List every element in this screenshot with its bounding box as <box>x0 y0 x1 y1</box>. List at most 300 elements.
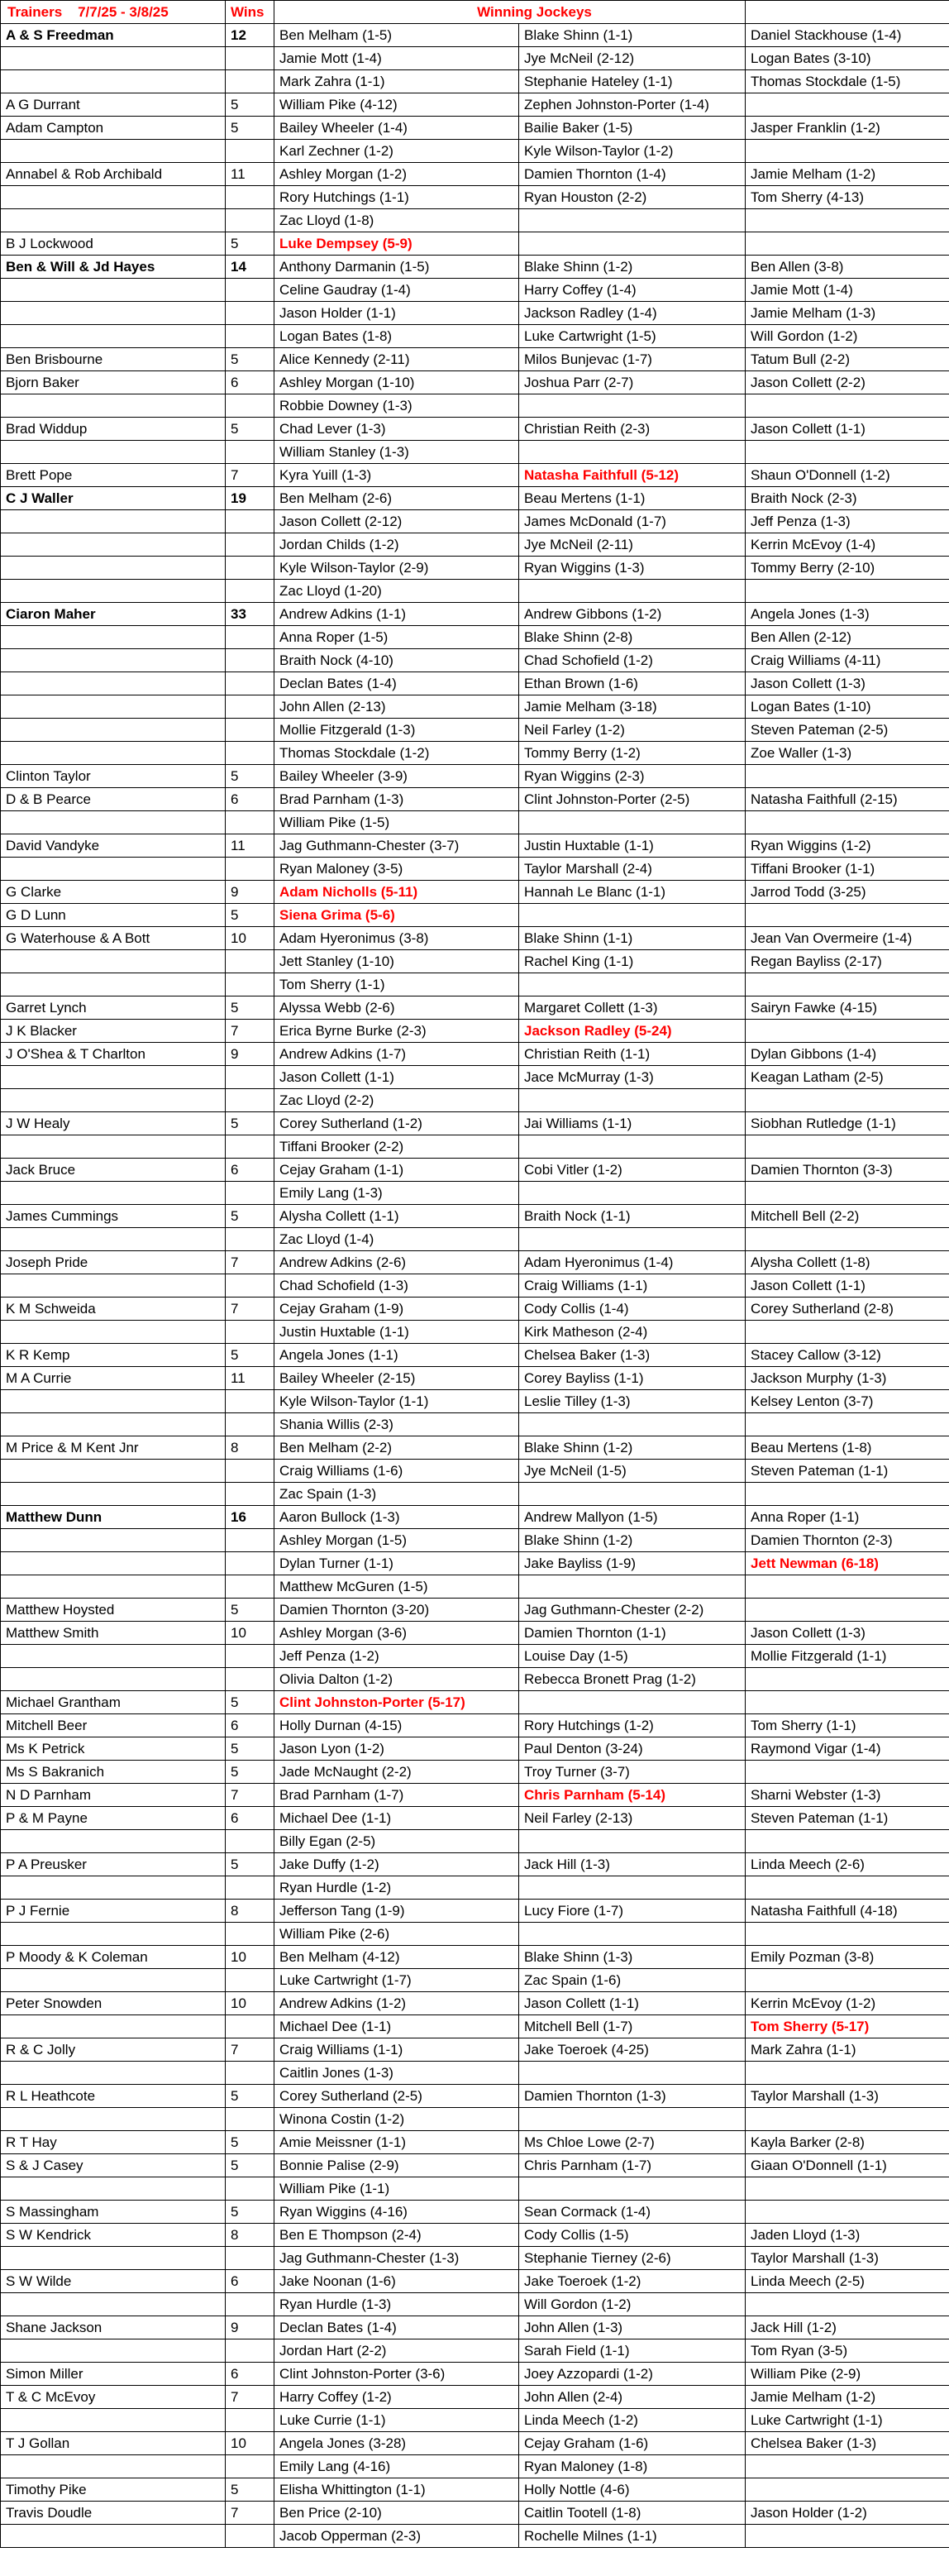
wins-cell <box>226 1228 274 1251</box>
table-row <box>1 2201 949 2224</box>
jockey-cell <box>746 2293 949 2316</box>
wins-cell <box>226 672 274 695</box>
jockey-cell: Troy Turner (3-7) <box>519 1761 746 1784</box>
jockey-cell: Kyle Wilson-Taylor (2-9) <box>274 557 519 580</box>
jockey-cell <box>746 1923 949 1946</box>
table-row <box>1 1298 949 1321</box>
table-row <box>1 1413 949 1436</box>
trainer-cell: D & B Pearce <box>1 788 226 811</box>
wins-cell: 6 <box>226 1159 274 1182</box>
wins-cell: 11 <box>226 1367 274 1390</box>
jockey-cell: Hannah Le Blanc (1-1) <box>519 881 746 904</box>
jockey-cell: Ben Melham (2-6) <box>274 487 519 510</box>
jockey-cell: Kerrin McEvoy (1-4) <box>746 533 949 557</box>
jockey-cell: Alyssa Webb (2-6) <box>274 996 519 1020</box>
jockey-cell: Jackson Radley (1-4) <box>519 302 746 325</box>
wins-cell <box>226 2293 274 2316</box>
jockey-cell: Mark Zahra (1-1) <box>274 70 519 93</box>
wins-cell <box>226 1668 274 1691</box>
trainer-cell <box>1 186 226 209</box>
jockey-cell <box>519 1691 746 1714</box>
trainer-cell <box>1 2455 226 2478</box>
trainer-cell <box>1 1413 226 1436</box>
jockey-cell: Jye McNeil (2-11) <box>519 533 746 557</box>
trainer-cell: Garret Lynch <box>1 996 226 1020</box>
jockey-cell: Steven Pateman (1-1) <box>746 1807 949 1830</box>
jockey-cell <box>746 2062 949 2085</box>
trainer-cell: Shane Jackson <box>1 2316 226 2339</box>
trainer-cell: David Vandyke <box>1 834 226 858</box>
table-row <box>1 2316 949 2339</box>
trainer-cell: Brad Widdup <box>1 418 226 441</box>
wins-cell: 6 <box>226 788 274 811</box>
header-row <box>1 1 949 24</box>
jockey-cell: Jake Toeroek (1-2) <box>519 2270 746 2293</box>
jockey-cell: Tom Sherry (1-1) <box>274 973 519 996</box>
table-row <box>1 1135 949 1159</box>
wins-cell <box>226 1529 274 1552</box>
table-row <box>1 2154 949 2177</box>
jockey-cell: Shania Willis (2-3) <box>274 1413 519 1436</box>
table-row <box>1 649 949 672</box>
jockey-cell: Bailey Wheeler (3-9) <box>274 765 519 788</box>
jockey-cell <box>746 2177 949 2201</box>
jockey-cell <box>519 2108 746 2131</box>
jockey-cell: Zoe Waller (1-3) <box>746 742 949 765</box>
jockey-cell: Jason Collett (2-2) <box>746 371 949 394</box>
jockey-cell: Emily Pozman (3-8) <box>746 1946 949 1969</box>
jockey-cell: Jason Collett (2-12) <box>274 510 519 533</box>
trainer-cell <box>1 1390 226 1413</box>
table-row <box>1 1992 949 2015</box>
jockey-cell: Milos Bunjevac (1-7) <box>519 348 746 371</box>
trainer-cell: Timothy Pike <box>1 2478 226 2502</box>
trainer-cell <box>1 580 226 603</box>
trainer-cell: Peter Snowden <box>1 1992 226 2015</box>
table-row <box>1 47 949 70</box>
wins-cell <box>226 2339 274 2363</box>
jockey-cell: Mollie Fitzgerald (1-1) <box>746 1645 949 1668</box>
jockey-cell: William Pike (1-1) <box>274 2177 519 2201</box>
trainer-cell <box>1 302 226 325</box>
jockey-cell: Emily Lang (4-16) <box>274 2455 519 2478</box>
jockey-cell: Christian Reith (2-3) <box>519 418 746 441</box>
wins-cell <box>226 1321 274 1344</box>
trainer-cell: R T Hay <box>1 2131 226 2154</box>
jockey-cell: Jason Collett (1-3) <box>746 1622 949 1645</box>
trainer-cell <box>1 209 226 232</box>
trainer-cell: Ben & Will & Jd Hayes <box>1 256 226 279</box>
jockey-cell: Matthew McGuren (1-5) <box>274 1575 519 1599</box>
jockey-cell: Regan Bayliss (2-17) <box>746 950 949 973</box>
wins-cell: 10 <box>226 1946 274 1969</box>
trainer-cell <box>1 1228 226 1251</box>
jockey-cell: Rachel King (1-1) <box>519 950 746 973</box>
jockey-cell: Damien Thornton (1-4) <box>519 163 746 186</box>
table-row <box>1 834 949 858</box>
jockey-cell: Linda Meech (1-2) <box>519 2409 746 2432</box>
jockey-cell <box>519 811 746 834</box>
jockey-cell: Amie Meissner (1-1) <box>274 2131 519 2154</box>
trainer-cell: S Massingham <box>1 2201 226 2224</box>
jockey-cell: Justin Huxtable (1-1) <box>519 834 746 858</box>
jockey-cell: Chelsea Baker (1-3) <box>519 1344 746 1367</box>
table-row <box>1 1969 949 1992</box>
jockey-cell: Chelsea Baker (1-3) <box>746 2432 949 2455</box>
trainer-cell <box>1 973 226 996</box>
jockey-cell: Jake Toeroek (4-25) <box>519 2038 746 2062</box>
jockey-cell <box>746 1761 949 1784</box>
jockey-cell: Blake Shinn (1-3) <box>519 1946 746 1969</box>
wins-cell: 5 <box>226 348 274 371</box>
jockey-cell: Daniel Stackhouse (1-4) <box>746 24 949 47</box>
table-row <box>1 626 949 649</box>
jockey-cell: Olivia Dalton (1-2) <box>274 1668 519 1691</box>
trainers-label: Trainers <box>7 4 63 20</box>
wins-cell: 9 <box>226 2316 274 2339</box>
jockey-cell: Ben E Thompson (2-4) <box>274 2224 519 2247</box>
wins-cell <box>226 2015 274 2038</box>
table-row <box>1 580 949 603</box>
table-row <box>1 1946 949 1969</box>
trainer-cell: S W Kendrick <box>1 2224 226 2247</box>
jockey-cell: Jordan Hart (2-2) <box>274 2339 519 2363</box>
jockey-cell: Tatum Bull (2-2) <box>746 348 949 371</box>
trainer-cell <box>1 1529 226 1552</box>
table-row <box>1 418 949 441</box>
jockey-cell <box>746 580 949 603</box>
jockey-cell <box>519 1876 746 1900</box>
jockey-cell: Alysha Collett (1-1) <box>274 1205 519 1228</box>
wins-cell <box>226 1460 274 1483</box>
jockey-cell <box>519 209 746 232</box>
jockey-cell: Jeff Penza (1-3) <box>746 510 949 533</box>
trainer-cell: Mitchell Beer <box>1 1714 226 1737</box>
jockey-cell <box>519 1483 746 1506</box>
jockey-cell: John Allen (2-4) <box>519 2386 746 2409</box>
table-row <box>1 487 949 510</box>
trainer-cell <box>1 2525 226 2548</box>
trainer-cell: Bjorn Baker <box>1 371 226 394</box>
wins-cell <box>226 1969 274 1992</box>
table-row <box>1 904 949 927</box>
jockey-cell: Clint Johnston-Porter (5-17) <box>274 1691 519 1714</box>
jockey-cell: Kelsey Lenton (3-7) <box>746 1390 949 1413</box>
wins-cell: 9 <box>226 1043 274 1066</box>
table-body <box>1 24 949 2548</box>
wins-cell <box>226 140 274 163</box>
trainer-cell <box>1 649 226 672</box>
jockeys-header-cell <box>274 1 746 24</box>
jockey-cell: Harry Coffey (1-4) <box>519 279 746 302</box>
jockey-cell: Ben Melham (4-12) <box>274 1946 519 1969</box>
table-row <box>1 1228 949 1251</box>
jockey-cell: Ryan Maloney (1-8) <box>519 2455 746 2478</box>
jockey-cell: William Pike (1-5) <box>274 811 519 834</box>
trainer-cell <box>1 2108 226 2131</box>
jockey-cell: Harry Coffey (1-2) <box>274 2386 519 2409</box>
wins-cell: 5 <box>226 2201 274 2224</box>
jockey-cell: Beau Mertens (1-1) <box>519 487 746 510</box>
table-row <box>1 557 949 580</box>
jockey-cell: Jacob Opperman (2-3) <box>274 2525 519 2548</box>
wins-cell: 6 <box>226 2270 274 2293</box>
jockey-cell: Angela Jones (1-3) <box>746 603 949 626</box>
wins-cell: 10 <box>226 927 274 950</box>
table-row <box>1 1876 949 1900</box>
jockey-cell: Siena Grima (5-6) <box>274 904 519 927</box>
jockey-cell: Clint Johnston-Porter (2-5) <box>519 788 746 811</box>
table-row <box>1 1367 949 1390</box>
table-row <box>1 742 949 765</box>
jockey-cell: Jack Hill (1-2) <box>746 2316 949 2339</box>
jockey-cell: Kyra Yuill (1-3) <box>274 464 519 487</box>
jockey-cell: Clint Johnston-Porter (3-6) <box>274 2363 519 2386</box>
trainer-cell: M Price & M Kent Jnr <box>1 1436 226 1460</box>
trainer-cell: Simon Miller <box>1 2363 226 2386</box>
jockey-cell: Jett Newman (6-18) <box>746 1552 949 1575</box>
table-row <box>1 533 949 557</box>
table-row <box>1 140 949 163</box>
jockey-cell: Neil Farley (2-13) <box>519 1807 746 1830</box>
table-row <box>1 2270 949 2293</box>
jockey-cell: Jett Stanley (1-10) <box>274 950 519 973</box>
wins-cell: 5 <box>226 2131 274 2154</box>
table-row <box>1 2409 949 2432</box>
wins-cell: 6 <box>226 1714 274 1737</box>
jockey-cell <box>746 1321 949 1344</box>
jockey-cell: Zac Lloyd (1-20) <box>274 580 519 603</box>
jockey-cell: Ethan Brown (1-6) <box>519 672 746 695</box>
jockey-cell: Jamie Melham (1-2) <box>746 2386 949 2409</box>
jockey-cell <box>746 2455 949 2478</box>
jockey-cell <box>746 2201 949 2224</box>
jockey-cell: Ben Allen (2-12) <box>746 626 949 649</box>
jockey-cell: Declan Bates (1-4) <box>274 2316 519 2339</box>
wins-cell: 16 <box>226 1506 274 1529</box>
table-row <box>1 2108 949 2131</box>
table-row <box>1 24 949 47</box>
wins-cell: 5 <box>226 418 274 441</box>
trainer-cell: A G Durrant <box>1 93 226 117</box>
jockey-cell: Ben Allen (3-8) <box>746 256 949 279</box>
jockey-cell: Rory Hutchings (1-1) <box>274 186 519 209</box>
jockey-cell: Rochelle Milnes (1-1) <box>519 2525 746 2548</box>
wins-cell <box>226 1645 274 1668</box>
jockey-cell: Braith Nock (2-3) <box>746 487 949 510</box>
table-row <box>1 186 949 209</box>
trainer-cell: Brett Pope <box>1 464 226 487</box>
trainer-cell <box>1 1135 226 1159</box>
jockey-cell: Will Gordon (1-2) <box>746 325 949 348</box>
wins-cell <box>226 2177 274 2201</box>
jockey-cell: Ben Melham (1-5) <box>274 24 519 47</box>
trainer-cell <box>1 811 226 834</box>
table-row <box>1 603 949 626</box>
wins-cell: 6 <box>226 1807 274 1830</box>
wins-cell <box>226 209 274 232</box>
jockey-cell: Tiffani Brooker (2-2) <box>274 1135 519 1159</box>
jockey-cell: Giaan O'Donnell (1-1) <box>746 2154 949 2177</box>
jockey-cell: Sean Cormack (1-4) <box>519 2201 746 2224</box>
trainer-cell <box>1 1969 226 1992</box>
wins-cell: 5 <box>226 1761 274 1784</box>
trainer-cell: Joseph Pride <box>1 1251 226 1274</box>
wins-cell <box>226 533 274 557</box>
jockey-cell <box>746 209 949 232</box>
trainer-cell: T J Gollan <box>1 2432 226 2455</box>
jockey-cell <box>746 2108 949 2131</box>
jockey-cell: Bailey Wheeler (2-15) <box>274 1367 519 1390</box>
wins-cell: 5 <box>226 2478 274 2502</box>
trainer-cell <box>1 1923 226 1946</box>
table-row <box>1 1251 949 1274</box>
jockey-cell: Kyle Wilson-Taylor (1-2) <box>519 140 746 163</box>
table-row <box>1 672 949 695</box>
jockey-cell: Sairyn Fawke (4-15) <box>746 996 949 1020</box>
jockey-cell: Ryan Maloney (3-5) <box>274 858 519 881</box>
trainer-cell <box>1 1182 226 1205</box>
wins-cell: 5 <box>226 232 274 256</box>
jockey-cell: Andrew Adkins (1-7) <box>274 1043 519 1066</box>
jockey-cell <box>746 1228 949 1251</box>
jockey-cell: Bailie Baker (1-5) <box>519 117 746 140</box>
jockey-cell: Chad Lever (1-3) <box>274 418 519 441</box>
table-row <box>1 2386 949 2409</box>
jockey-cell: Louise Day (1-5) <box>519 1645 746 1668</box>
trainer-cell <box>1 1321 226 1344</box>
jockey-cell: Steven Pateman (1-1) <box>746 1460 949 1483</box>
jockey-cell: Zephen Johnston-Porter (1-4) <box>519 93 746 117</box>
jockey-cell <box>519 1830 746 1853</box>
wins-cell: 7 <box>226 1784 274 1807</box>
jockey-cell: Jason Holder (1-2) <box>746 2502 949 2525</box>
trainer-cell: Annabel & Rob Archibald <box>1 163 226 186</box>
table-row <box>1 1043 949 1066</box>
table-row <box>1 1460 949 1483</box>
table-row <box>1 2038 949 2062</box>
jockey-cell <box>746 441 949 464</box>
jockey-cell <box>746 1830 949 1853</box>
header-empty-cell <box>746 1 949 24</box>
jockey-cell <box>746 394 949 418</box>
table-row <box>1 1205 949 1228</box>
jockey-cell: John Allen (2-13) <box>274 695 519 719</box>
date-range: 7/7/25 - 3/8/25 <box>78 4 169 20</box>
trainer-cell <box>1 1876 226 1900</box>
wins-cell <box>226 2062 274 2085</box>
jockey-cell: Zac Lloyd (2-2) <box>274 1089 519 1112</box>
table-row <box>1 1159 949 1182</box>
jockey-cell: Chris Parnham (1-7) <box>519 2154 746 2177</box>
trainer-cell <box>1 2177 226 2201</box>
wins-cell: 5 <box>226 904 274 927</box>
table-row <box>1 881 949 904</box>
jockey-cell: Declan Bates (1-4) <box>274 672 519 695</box>
wins-cell: 5 <box>226 1344 274 1367</box>
jockey-cell: Adam Nicholls (5-11) <box>274 881 519 904</box>
wins-cell <box>226 811 274 834</box>
jockey-cell: Jamie Melham (3-18) <box>519 695 746 719</box>
jockey-cell: Corey Sutherland (2-5) <box>274 2085 519 2108</box>
trainer-cell <box>1 2293 226 2316</box>
jockey-cell: Mitchell Bell (1-7) <box>519 2015 746 2038</box>
trainer-cell <box>1 1089 226 1112</box>
jockey-cell: Emily Lang (1-3) <box>274 1182 519 1205</box>
wins-cell <box>226 557 274 580</box>
jockey-cell <box>519 1228 746 1251</box>
wins-cell <box>226 1182 274 1205</box>
jockey-cell: Taylor Marshall (2-4) <box>519 858 746 881</box>
table-row <box>1 1529 949 1552</box>
table-row <box>1 2247 949 2270</box>
jockey-cell: Damien Thornton (2-3) <box>746 1529 949 1552</box>
wins-cell: 33 <box>226 603 274 626</box>
jockey-cell: Blake Shinn (1-1) <box>519 927 746 950</box>
trainer-cell: R & C Jolly <box>1 2038 226 2062</box>
jockey-cell: Andrew Adkins (1-1) <box>274 603 519 626</box>
wins-cell <box>226 1413 274 1436</box>
jockey-cell: Logan Bates (3-10) <box>746 47 949 70</box>
jockey-cell: Tom Ryan (3-5) <box>746 2339 949 2363</box>
jockey-cell: Kyle Wilson-Taylor (1-1) <box>274 1390 519 1413</box>
jockey-cell: Jade McNaught (2-2) <box>274 1761 519 1784</box>
wins-cell <box>226 2525 274 2548</box>
trainer-cell: Ms S Bakranich <box>1 1761 226 1784</box>
trainer-cell: Ciaron Maher <box>1 603 226 626</box>
jockey-cell: Winona Costin (1-2) <box>274 2108 519 2131</box>
table-row <box>1 302 949 325</box>
trainer-cell <box>1 950 226 973</box>
jockey-cell: Tom Sherry (5-17) <box>746 2015 949 2038</box>
jockey-cell: Cody Collis (1-4) <box>519 1298 746 1321</box>
jockey-cell: Jason Collett (1-1) <box>746 418 949 441</box>
trainer-cell <box>1 1483 226 1506</box>
table-row <box>1 1599 949 1622</box>
jockey-cell <box>519 1182 746 1205</box>
jockey-cell: Anthony Darmanin (1-5) <box>274 256 519 279</box>
jockey-cell: Tommy Berry (2-10) <box>746 557 949 580</box>
jockey-cell: Jai Williams (1-1) <box>519 1112 746 1135</box>
jockey-cell <box>519 232 746 256</box>
jockey-cell: Holly Nottle (4-6) <box>519 2478 746 2502</box>
table-row <box>1 765 949 788</box>
table-row <box>1 1089 949 1112</box>
table-row <box>1 927 949 950</box>
trainer-cell <box>1 1274 226 1298</box>
trainer-cell <box>1 441 226 464</box>
jockey-cell: Zac Spain (1-3) <box>274 1483 519 1506</box>
table-row <box>1 2015 949 2038</box>
jockey-cell: Taylor Marshall (1-3) <box>746 2085 949 2108</box>
jockey-cell: John Allen (1-3) <box>519 2316 746 2339</box>
jockey-cell: Ashley Morgan (1-10) <box>274 371 519 394</box>
jockey-cell: Justin Huxtable (1-1) <box>274 1321 519 1344</box>
table-row <box>1 996 949 1020</box>
jockey-cell: Shaun O'Donnell (1-2) <box>746 464 949 487</box>
jockey-cell: Jag Guthmann-Chester (2-2) <box>519 1599 746 1622</box>
jockey-cell: Corey Bayliss (1-1) <box>519 1367 746 1390</box>
jockey-cell: Blake Shinn (2-8) <box>519 626 746 649</box>
table-row <box>1 256 949 279</box>
wins-cell: 12 <box>226 24 274 47</box>
jockey-cell: Robbie Downey (1-3) <box>274 394 519 418</box>
jockey-cell: Jason Collett (1-1) <box>519 1992 746 2015</box>
wins-cell <box>226 1552 274 1575</box>
wins-cell <box>226 742 274 765</box>
wins-cell: 5 <box>226 1599 274 1622</box>
jockey-cell: Zac Lloyd (1-4) <box>274 1228 519 1251</box>
